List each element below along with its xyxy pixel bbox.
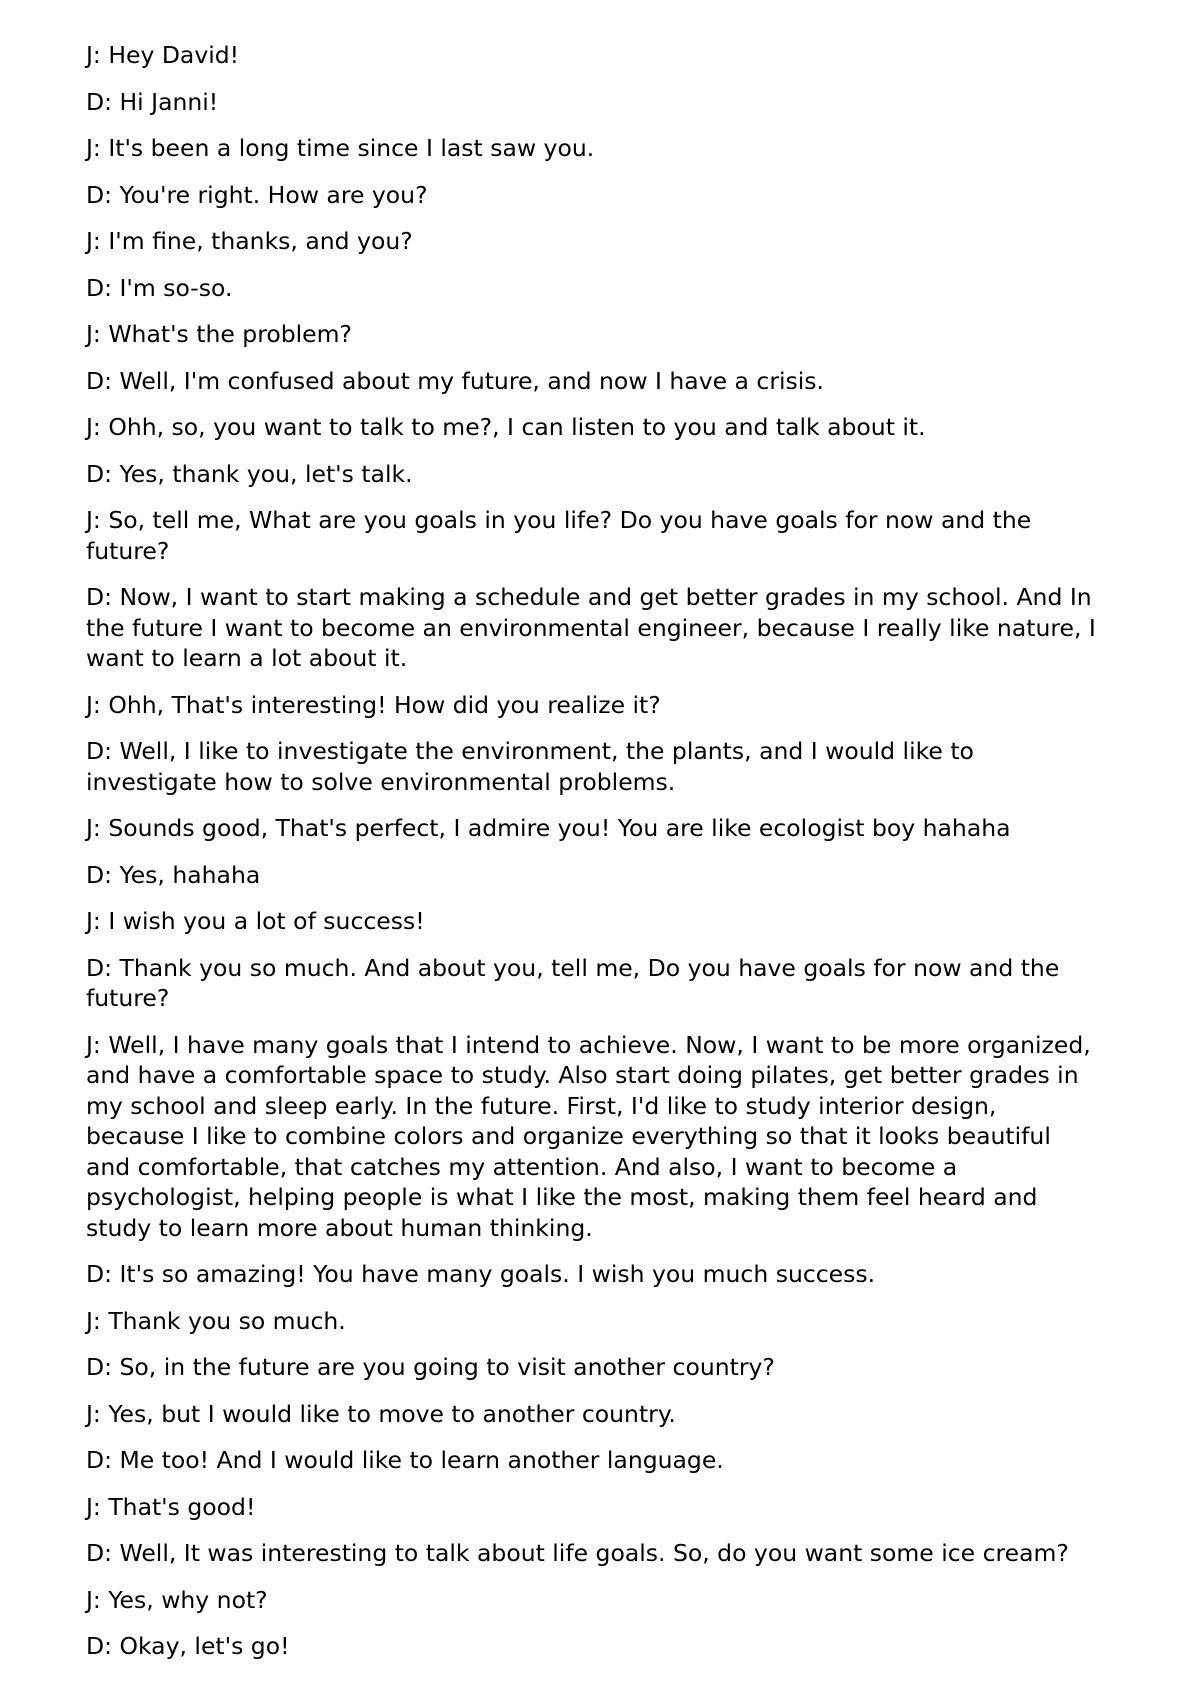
dialogue-line: J: Thank you so much.	[86, 1306, 346, 1335]
dialogue-line: D: Yes, thank you, let's talk.	[86, 459, 413, 488]
dialogue-line: D: Yes, hahaha	[86, 860, 261, 889]
dialogue-line: D: It's so amazing! You have many goals. I wish you much success.	[86, 1260, 876, 1288]
document-page	[86, 40, 1096, 1678]
dialogue-line: D: So, in the future are you going to visit another country?	[86, 1353, 775, 1381]
dialogue-line: J: I wish you a lot of success!	[86, 907, 425, 935]
dialogue-line: D: Well, I like to investigate the environment, the plants, and I would like to investigate how to solve environmental problems.	[86, 737, 974, 796]
dialogue-line: D: Me too! And I would like to learn another language.	[86, 1446, 724, 1474]
dialogue-line: J: What's the problem?	[86, 320, 352, 348]
dialogue-line: J: I'm fine, thanks, and you?	[86, 227, 413, 255]
dialogue-line: J: Yes, why not?	[86, 1585, 268, 1614]
dialogue-line: D: Well, It was interesting to talk about life goals. So, do you want some ice cream?	[86, 1539, 1069, 1567]
dialogue-line: J: It's been a long time since I last saw you.	[86, 134, 595, 162]
dialogue-line: D: Now, I want to start making a schedule and get better grades in my school. And In the future I want to become an environmental engineer, because I really like nature, I want to learn a lot about it.	[86, 583, 1096, 672]
dialogue-line: J: So, tell me, What are you goals in you life? Do you have goals for now and the future?	[86, 506, 1032, 565]
dialogue-line: J: Sounds good, That's perfect, I admire you! You are like ecologist boy hahaha	[86, 814, 1011, 842]
dialogue-line: J: Well, I have many goals that I intend to achieve. Now, I want to be more organized, and have a comfortable space to study. Also start doing pilates, get better grades in my school and sleep early. In the future. First, I'd like to study interior design, because I like to combine colors and organize everything so that it looks beautiful and comfortable, that catches my attention. And also, I want to become a psychologist, helping people is what I like the most, making them feel heard and study to learn more about human thinking.	[86, 1030, 1091, 1242]
dialogue-line: D: Okay, let's go!	[86, 1632, 290, 1660]
dialogue-line: D: Hi Janni!	[86, 87, 219, 116]
dialogue-line: J: Ohh, so, you want to talk to me?, I can listen to you and talk about it.	[86, 413, 926, 441]
dialogue-line: J: Yes, but I would like to move to another country.	[86, 1399, 676, 1428]
dialogue-line: D: Thank you so much. And about you, tell me, Do you have goals for now and the future?	[86, 953, 1060, 1012]
dialogue-line: D: I'm so-so.	[86, 273, 233, 302]
dialogue-line: J: Hey David!	[86, 41, 240, 69]
dialogue-line: J: That's good!	[86, 1492, 256, 1521]
dialogue-line: J: Ohh, That's interesting! How did you realize it?	[86, 690, 661, 719]
dialogue-line: D: Well, I'm confused about my future, and now I have a crisis.	[86, 366, 825, 395]
dialogue-line: D: You're right. How are you?	[86, 180, 428, 209]
